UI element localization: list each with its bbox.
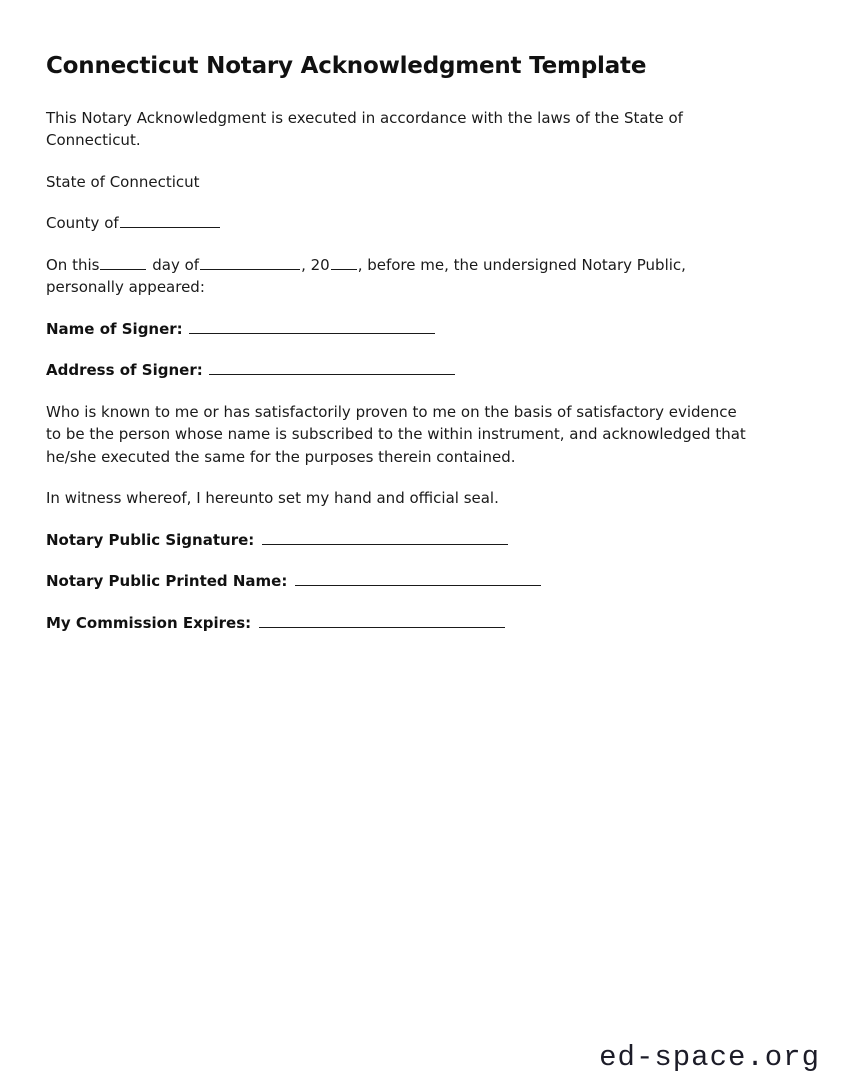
site-watermark: ed-space.org: [599, 1041, 820, 1074]
witness-paragraph: In witness whereof, I hereunto set my hand and official seal.: [46, 489, 499, 508]
year-blank[interactable]: [331, 255, 357, 270]
date-line: [46, 254, 752, 299]
signer-address-blank[interactable]: [209, 360, 455, 375]
intro-paragraph: This Notary Acknowledgment is executed in accordance with the laws of the State of Connecticut.: [46, 108, 683, 150]
signer-address-line: [46, 359, 752, 382]
state-line: State of Connecticut: [46, 172, 200, 191]
notary-signature-label: Notary Public Signature:: [46, 530, 255, 549]
commission-expires-blank[interactable]: [259, 613, 505, 628]
signer-name-line: [46, 318, 752, 341]
page-title: Connecticut Notary Acknowledgment Template: [46, 53, 647, 79]
county-blank[interactable]: [120, 213, 220, 228]
day-blank[interactable]: [100, 255, 146, 270]
document-body: [46, 52, 752, 653]
signer-address-label: Address of Signer:: [46, 361, 203, 380]
date-prefix: On this: [46, 255, 100, 274]
date-comma-year: , 20: [301, 255, 330, 274]
acknowledgment-paragraph: Who is known to me or has satisfactorily proven to me on the basis of satisfactory evidence to be the person whose name is subscribed to the within instrument, and acknowledged that he/she executed the same for the purposes therein contained.: [46, 402, 746, 466]
signer-name-blank[interactable]: [189, 319, 435, 334]
notary-printed-name-label: Notary Public Printed Name:: [46, 572, 288, 591]
signer-name-label: Name of Signer:: [46, 319, 183, 338]
commission-expires-label: My Commission Expires:: [46, 613, 252, 632]
commission-expires-line: [46, 612, 752, 635]
notary-signature-line: [46, 529, 752, 552]
date-middle: day of: [152, 255, 200, 274]
county-line: [46, 212, 752, 235]
month-blank[interactable]: [200, 255, 300, 270]
county-label: County of: [46, 214, 119, 233]
date-suffix: , before me, the undersigned Notary Public, personally appeared:: [46, 255, 686, 297]
notary-signature-blank[interactable]: [262, 530, 508, 545]
notary-printed-name-blank[interactable]: [295, 571, 541, 586]
notary-printed-name-line: [46, 570, 752, 593]
